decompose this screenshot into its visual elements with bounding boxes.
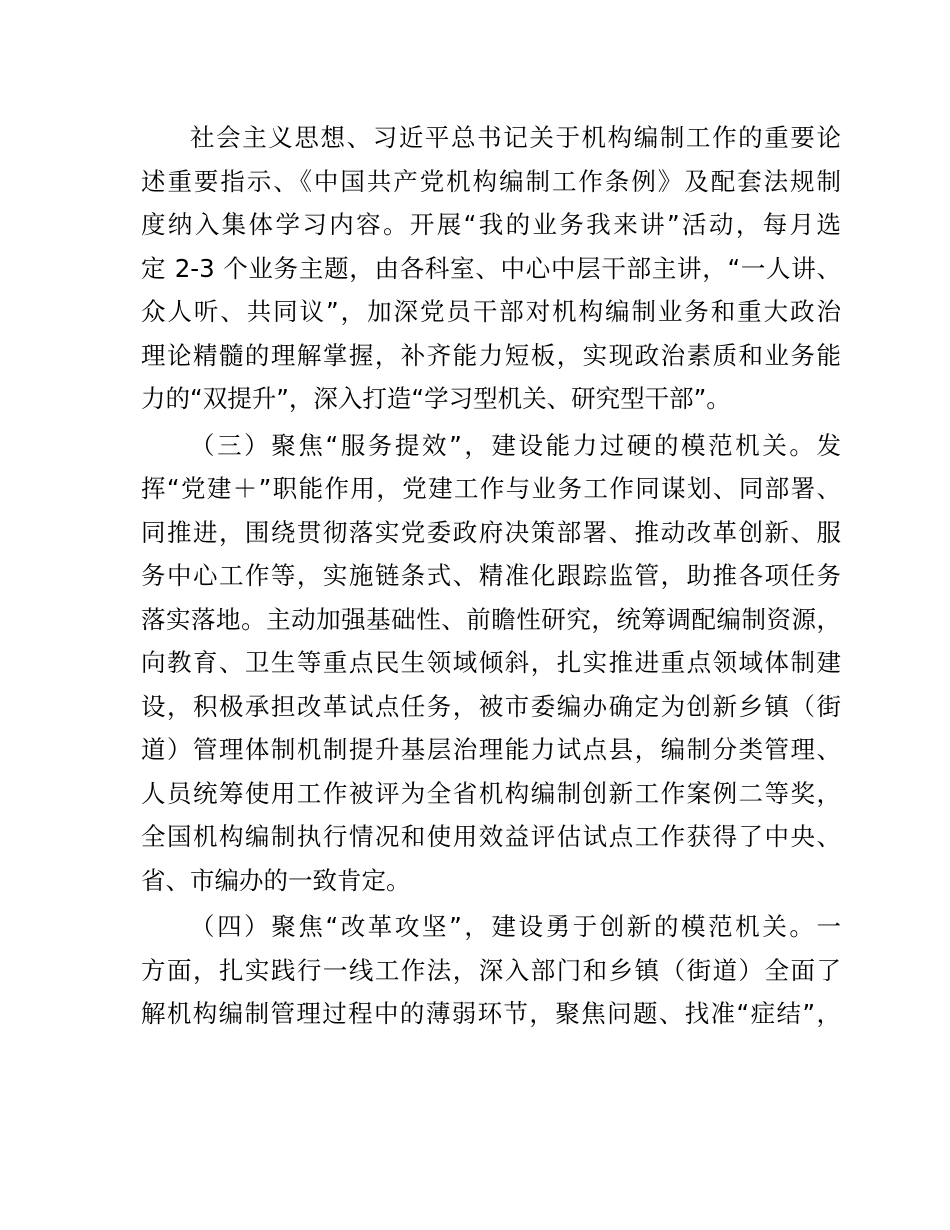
paragraph-section-three xyxy=(141,424,841,903)
paragraph-section-four xyxy=(141,905,841,1036)
text-line: 全国机构编制执行情况和使用效益评估试点工作获得了中央、 xyxy=(141,822,841,851)
section-heading-line: （三）聚焦“服务提效”，建设能力过硬的模范机关。发 xyxy=(190,430,841,460)
text-line: 落实落地。主动加强基础性、前瞻性研究，统筹调配编制资源， xyxy=(141,604,841,634)
paragraph-study xyxy=(141,116,841,421)
text-line: 同推进，围绕贯彻落实党委政府决策部署、推动改革创新、服 xyxy=(141,517,841,547)
text-line: 挥“党建＋”职能作用，党建工作与业务工作同谋划、同部署、 xyxy=(141,474,841,503)
text-line: 道）管理体制机制提升基层治理能力试点县，编制分类管理、 xyxy=(141,735,841,764)
text-line: 向教育、卫生等重点民生领域倾斜，扎实推进重点领域体制建 xyxy=(141,648,841,677)
text-line: 社会主义思想、习近平总书记关于机构编制工作的重要论 xyxy=(190,123,841,152)
text-line: 理论精髓的理解掌握，补齐能力短板，实现政治素质和业务能 xyxy=(141,340,841,370)
text-line: 解机构编制管理过程中的薄弱环节，聚焦问题、找准“症结”， xyxy=(141,999,841,1028)
text-line: 务中心工作等，实施链条式、精准化跟踪监管，助推各项任务 xyxy=(141,561,841,590)
text-line: 述重要指示、《中国共产党机构编制工作条例》及配套法规制 xyxy=(141,166,841,196)
text-line: 力的“双提升”，深入打造“学习型机关、研究型干部”。 xyxy=(141,384,731,413)
text-line: 人员统筹使用工作被评为全省机构编制创新工作案例二等奖， xyxy=(141,778,841,808)
text-line: 方面，扎实践行一线工作法，深入部门和乡镇（街道）全面了 xyxy=(141,955,841,985)
document-body xyxy=(141,116,841,1036)
text-line: 众人听、共同议”，加深党员干部对机构编制业务和重大政治 xyxy=(141,297,841,326)
text-line: 设，积极承担改革试点任务，被市委编办确定为创新乡镇（街 xyxy=(141,691,841,721)
text-line: 省、市编办的一致肯定。 xyxy=(141,865,411,895)
section-heading-line: （四）聚焦“改革攻坚”，建设勇于创新的模范机关。一 xyxy=(190,912,841,941)
text-line: 定 2-3 个业务主题，由各科室、中心中层干部主讲，“一人讲、 xyxy=(141,253,841,283)
text-line: 度纳入集体学习内容。开展“我的业务我来讲”活动，每月选 xyxy=(141,210,841,239)
